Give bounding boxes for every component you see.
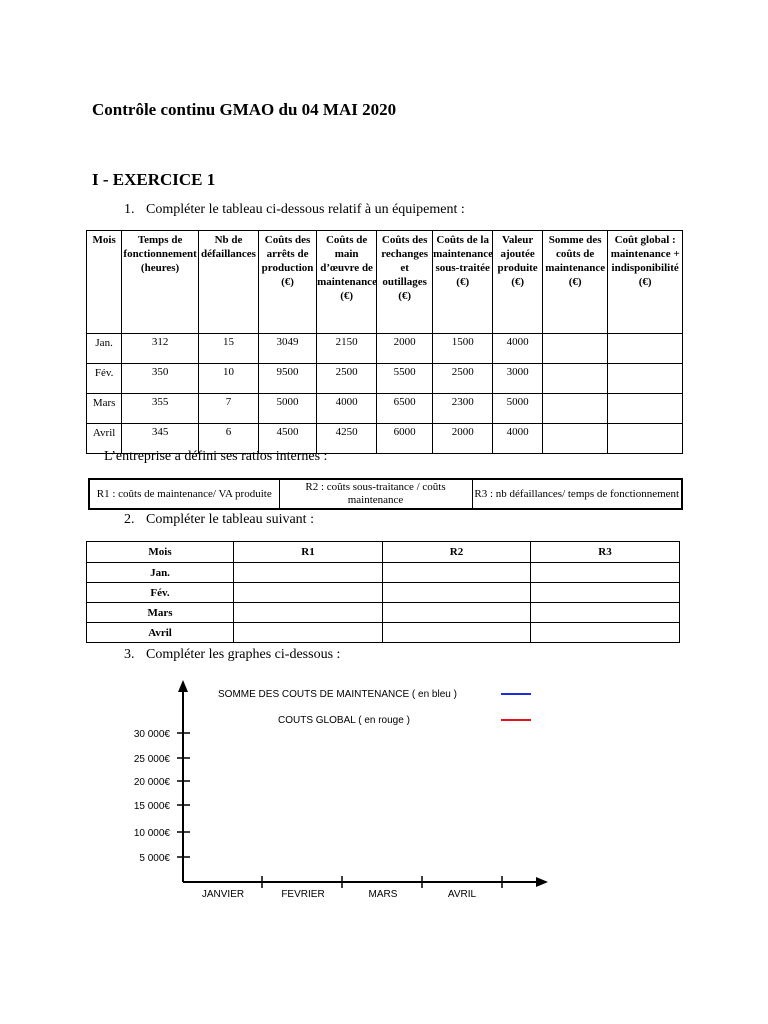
table-cell: 7 [198, 394, 258, 424]
question-2-text: Compléter le tableau suivant : [146, 512, 314, 527]
table-cell: 6 [198, 424, 258, 454]
y-tick-label: 25 000€ [133, 754, 170, 765]
cost-chart [110, 672, 560, 912]
empty-cell-r1[interactable] [234, 623, 383, 643]
table-cell: 5000 [493, 394, 543, 424]
table-cell: 2150 [317, 334, 377, 364]
empty-cell-r3[interactable] [531, 623, 680, 643]
table-row [87, 563, 680, 583]
empty-cell-r2[interactable] [383, 583, 531, 603]
y-tick-label: 30 000€ [133, 729, 170, 740]
empty-cell-global[interactable] [608, 394, 683, 424]
ratios-results-table [86, 541, 680, 643]
x-tick-label: AVRIL [447, 889, 477, 900]
question-1-text: Compléter le tableau ci-dessous relatif à un équipement : [146, 202, 465, 217]
ratio-r1: R1 : coûts de maintenance/ VA produite [89, 479, 279, 509]
table-cell: 5000 [259, 394, 317, 424]
empty-cell-r2[interactable] [383, 623, 531, 643]
empty-cell-r1[interactable] [234, 603, 383, 623]
question-3-text: Compléter les graphes ci-dessous : [146, 647, 341, 662]
y-tick-label: 15 000€ [133, 801, 170, 812]
table-row [87, 364, 683, 394]
table-cell: 2000 [377, 334, 433, 364]
y-tick-label: 10 000€ [133, 828, 170, 839]
header-temps-fonctionnement: Temps de fonctionnement (heures) [122, 231, 199, 334]
question-1 [124, 202, 465, 218]
header-couts-sous-traitee: Coûts de la maintenance sous-traitée (€) [433, 231, 493, 334]
header-valeur-ajoutee: Valeur ajoutée produite (€) [493, 231, 543, 334]
header-somme-couts: Somme des coûts de maintenance (€) [543, 231, 608, 334]
document-title: Contrôle continu GMAO du 04 MAI 2020 [92, 100, 397, 119]
month-cell: Fév. [87, 364, 122, 394]
empty-cell-somme[interactable] [543, 364, 608, 394]
table-cell: 9500 [259, 364, 317, 394]
empty-cell-r2[interactable] [383, 603, 531, 623]
table-cell: 4000 [493, 334, 543, 364]
table-row [87, 583, 680, 603]
y-tick-label: 20 000€ [133, 777, 170, 788]
r-table-header-row [87, 542, 680, 563]
table-cell: 312 [122, 334, 199, 364]
table-cell: 15 [198, 334, 258, 364]
ratio-r2: R2 : coûts sous-traitance / coûts maintenance [279, 479, 472, 509]
y-tick-label: 5 000€ [139, 853, 170, 864]
exercise-heading: I - EXERCICE 1 [92, 170, 216, 189]
x-tick-label: FEVRIER [281, 889, 325, 900]
empty-cell-r3[interactable] [531, 583, 680, 603]
x-ticks [202, 876, 502, 900]
r-header-mois: Mois [87, 542, 234, 563]
table-cell: 345 [122, 424, 199, 454]
ratio-r3: R3 : nb défaillances/ temps de fonctionnement [472, 479, 682, 509]
empty-cell-r1[interactable] [234, 563, 383, 583]
month-cell: Avril [87, 424, 122, 454]
month-cell: Mars [87, 603, 234, 623]
y-axis-arrow [178, 680, 188, 692]
table-row [87, 394, 683, 424]
month-cell: Jan. [87, 563, 234, 583]
table-cell: 2300 [433, 394, 493, 424]
x-tick-label: MARS [368, 889, 398, 900]
question-3 [124, 647, 340, 663]
question-3-number: 3. [124, 647, 135, 662]
x-tick-label: JANVIER [201, 889, 245, 900]
empty-cell-r3[interactable] [531, 603, 680, 623]
table-cell: 3000 [493, 364, 543, 394]
table-cell: 355 [122, 394, 199, 424]
legend-label-maintenance: SOMME DES COUTS DE MAINTENANCE ( en bleu ) [218, 689, 457, 700]
table-cell: 1500 [433, 334, 493, 364]
header-mois: Mois [87, 231, 122, 334]
equipment-table [86, 230, 683, 454]
table-cell: 2000 [433, 424, 493, 454]
table-cell: 350 [122, 364, 199, 394]
header-nb-defaillances: Nb de défaillances [198, 231, 258, 334]
header-couts-arrets: Coûts des arrêts de production (€) [259, 231, 317, 334]
empty-cell-r2[interactable] [383, 563, 531, 583]
empty-cell-somme[interactable] [543, 334, 608, 364]
ratios-row [89, 479, 682, 509]
ratios-table [88, 478, 683, 510]
header-couts-main-oeuvre: Coûts de main d’œuvre de maintenance (€) [317, 231, 377, 334]
table-cell: 4500 [259, 424, 317, 454]
r-header-r2: R2 [383, 542, 531, 563]
r-header-r1: R1 [234, 542, 383, 563]
y-ticks [134, 729, 190, 864]
table-cell: 5500 [377, 364, 433, 394]
table-cell: 2500 [317, 364, 377, 394]
equipment-table-header-row [87, 231, 683, 334]
table-row [87, 603, 680, 623]
empty-cell-r1[interactable] [234, 583, 383, 603]
table-cell: 4250 [317, 424, 377, 454]
empty-cell-r3[interactable] [531, 563, 680, 583]
table-cell: 3049 [259, 334, 317, 364]
r-header-r3: R3 [531, 542, 680, 563]
table-cell: 4000 [493, 424, 543, 454]
month-cell: Mars [87, 394, 122, 424]
table-cell: 2500 [433, 364, 493, 394]
question-2 [124, 512, 314, 528]
table-row [87, 334, 683, 364]
ratios-intro: L’entreprise a défini ses ratios internes : [104, 449, 328, 464]
month-cell: Jan. [87, 334, 122, 364]
month-cell: Avril [87, 623, 234, 643]
question-2-number: 2. [124, 512, 135, 527]
empty-cell-global[interactable] [608, 334, 683, 364]
table-cell: 6000 [377, 424, 433, 454]
table-cell: 10 [198, 364, 258, 394]
empty-cell-global[interactable] [608, 364, 683, 394]
empty-cell-global[interactable] [608, 424, 683, 454]
header-couts-rechanges: Coûts des rechanges et outillages (€) [377, 231, 433, 334]
table-row [87, 623, 680, 643]
month-cell: Fév. [87, 583, 234, 603]
table-cell: 4000 [317, 394, 377, 424]
header-cout-global: Coût global : maintenance + indisponibilité (€) [608, 231, 683, 334]
legend-label-global: COUTS GLOBAL ( en rouge ) [278, 715, 410, 726]
empty-cell-somme[interactable] [543, 394, 608, 424]
table-cell: 6500 [377, 394, 433, 424]
question-1-number: 1. [124, 202, 135, 217]
empty-cell-somme[interactable] [543, 424, 608, 454]
x-axis-arrow [536, 877, 548, 887]
